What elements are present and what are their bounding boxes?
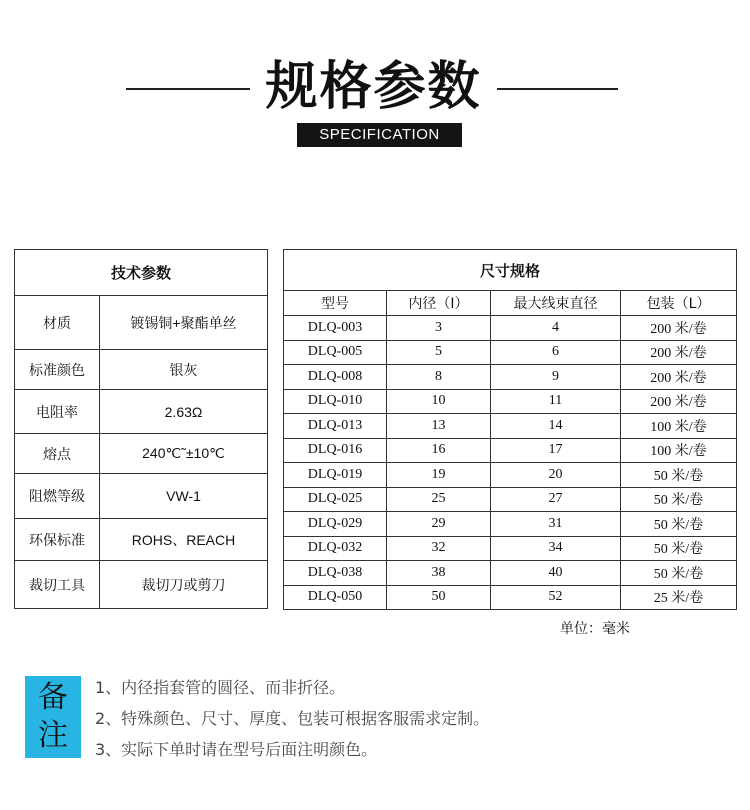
notes-badge [25, 676, 81, 758]
size-table-row [284, 340, 737, 365]
size-table-row [284, 414, 737, 439]
package-cell: 200 米/卷 [621, 365, 737, 390]
package-cell: 50 米/卷 [621, 512, 737, 537]
package-cell: 25 米/卷 [621, 585, 737, 610]
inner-diameter-cell: 38 [387, 561, 491, 586]
tech-table-row [15, 561, 268, 609]
model-cell: DLQ-050 [284, 585, 387, 610]
size-table-row [284, 463, 737, 488]
tech-table-caption-row [15, 250, 268, 296]
tech-param-value: 镀锡铜+聚酯单丝 [100, 296, 268, 350]
size-table-row [284, 389, 737, 414]
tech-param-value: ROHS、REACH [100, 519, 268, 561]
max-bundle-cell: 20 [491, 463, 621, 488]
package-cell: 50 米/卷 [621, 463, 737, 488]
model-cell: DLQ-005 [284, 340, 387, 365]
max-bundle-cell: 27 [491, 487, 621, 512]
tech-table-caption: 技术参数 [15, 250, 268, 296]
max-bundle-cell: 40 [491, 561, 621, 586]
tech-param-key: 阻燃等级 [15, 474, 100, 519]
max-bundle-cell: 9 [491, 365, 621, 390]
tech-param-key: 材质 [15, 296, 100, 350]
tech-params-table [14, 249, 268, 609]
notes-badge-char-1: 备 [38, 680, 68, 715]
size-table-row [284, 487, 737, 512]
inner-diameter-cell: 29 [387, 512, 491, 537]
inner-diameter-cell: 8 [387, 365, 491, 390]
max-bundle-cell: 34 [491, 536, 621, 561]
model-cell: DLQ-029 [284, 512, 387, 537]
size-table-row [284, 365, 737, 390]
tech-param-key: 标准颜色 [15, 350, 100, 390]
column-header-package: 包装（L） [621, 291, 737, 316]
tech-table-row [15, 296, 268, 350]
max-bundle-cell: 4 [491, 316, 621, 341]
size-table-caption-row [284, 250, 737, 291]
size-table-row [284, 316, 737, 341]
size-table-row [284, 438, 737, 463]
unit-label: 单位：毫米 [560, 621, 630, 637]
inner-diameter-cell: 16 [387, 438, 491, 463]
max-bundle-cell: 6 [491, 340, 621, 365]
model-cell: DLQ-010 [284, 389, 387, 414]
notes-list [95, 676, 489, 769]
max-bundle-cell: 14 [491, 414, 621, 439]
tech-table-row [15, 350, 268, 390]
package-cell: 50 米/卷 [621, 487, 737, 512]
package-cell: 200 米/卷 [621, 340, 737, 365]
notes-badge-char-2: 注 [38, 718, 68, 753]
model-cell: DLQ-016 [284, 438, 387, 463]
header-rule-right [497, 88, 618, 90]
inner-diameter-cell: 19 [387, 463, 491, 488]
model-cell: DLQ-032 [284, 536, 387, 561]
size-table-caption: 尺寸规格 [284, 250, 737, 291]
header-rule-left [126, 88, 250, 90]
package-cell: 200 米/卷 [621, 389, 737, 414]
size-table-row [284, 536, 737, 561]
max-bundle-cell: 17 [491, 438, 621, 463]
note-item: 1、内径指套管的圆径、而非折径。 [95, 678, 346, 697]
size-table-row [284, 561, 737, 586]
note-item: 3、实际下单时请在型号后面注明颜色。 [95, 740, 378, 759]
package-cell: 100 米/卷 [621, 438, 737, 463]
model-cell: DLQ-013 [284, 414, 387, 439]
size-table-row [284, 585, 737, 610]
model-cell: DLQ-038 [284, 561, 387, 586]
tech-param-key: 熔点 [15, 434, 100, 474]
max-bundle-cell: 11 [491, 389, 621, 414]
size-table-row [284, 512, 737, 537]
page-title: 规格参数 [265, 57, 482, 117]
tech-param-key: 裁切工具 [15, 561, 100, 609]
package-cell: 50 米/卷 [621, 536, 737, 561]
column-header-inner-diameter: 内径（I） [387, 291, 491, 316]
column-header-model: 型号 [284, 291, 387, 316]
inner-diameter-cell: 50 [387, 585, 491, 610]
tech-param-key: 电阻率 [15, 390, 100, 434]
tech-table-row [15, 434, 268, 474]
model-cell: DLQ-008 [284, 365, 387, 390]
package-cell: 200 米/卷 [621, 316, 737, 341]
model-cell: DLQ-025 [284, 487, 387, 512]
inner-diameter-cell: 32 [387, 536, 491, 561]
inner-diameter-cell: 10 [387, 389, 491, 414]
max-bundle-cell: 52 [491, 585, 621, 610]
tech-param-value: 2.63Ω [100, 390, 268, 434]
tech-param-value: VW-1 [100, 474, 268, 519]
specification-badge: SPECIFICATION [297, 123, 462, 147]
column-header-max-bundle: 最大线束直径 [491, 291, 621, 316]
tech-param-key: 环保标准 [15, 519, 100, 561]
tech-param-value: 银灰 [100, 350, 268, 390]
package-cell: 50 米/卷 [621, 561, 737, 586]
size-table-header-row [284, 291, 737, 316]
package-cell: 100 米/卷 [621, 414, 737, 439]
tech-table-row [15, 519, 268, 561]
max-bundle-cell: 31 [491, 512, 621, 537]
inner-diameter-cell: 13 [387, 414, 491, 439]
tech-param-value: 裁切刀或剪刀 [100, 561, 268, 609]
model-cell: DLQ-003 [284, 316, 387, 341]
inner-diameter-cell: 5 [387, 340, 491, 365]
size-spec-table [283, 249, 737, 610]
inner-diameter-cell: 25 [387, 487, 491, 512]
tech-table-row [15, 474, 268, 519]
tech-param-value: 240℃˜±10℃ [100, 434, 268, 474]
tech-table-row [15, 390, 268, 434]
model-cell: DLQ-019 [284, 463, 387, 488]
inner-diameter-cell: 3 [387, 316, 491, 341]
note-item: 2、特殊颜色、尺寸、厚度、包装可根据客服需求定制。 [95, 709, 490, 728]
